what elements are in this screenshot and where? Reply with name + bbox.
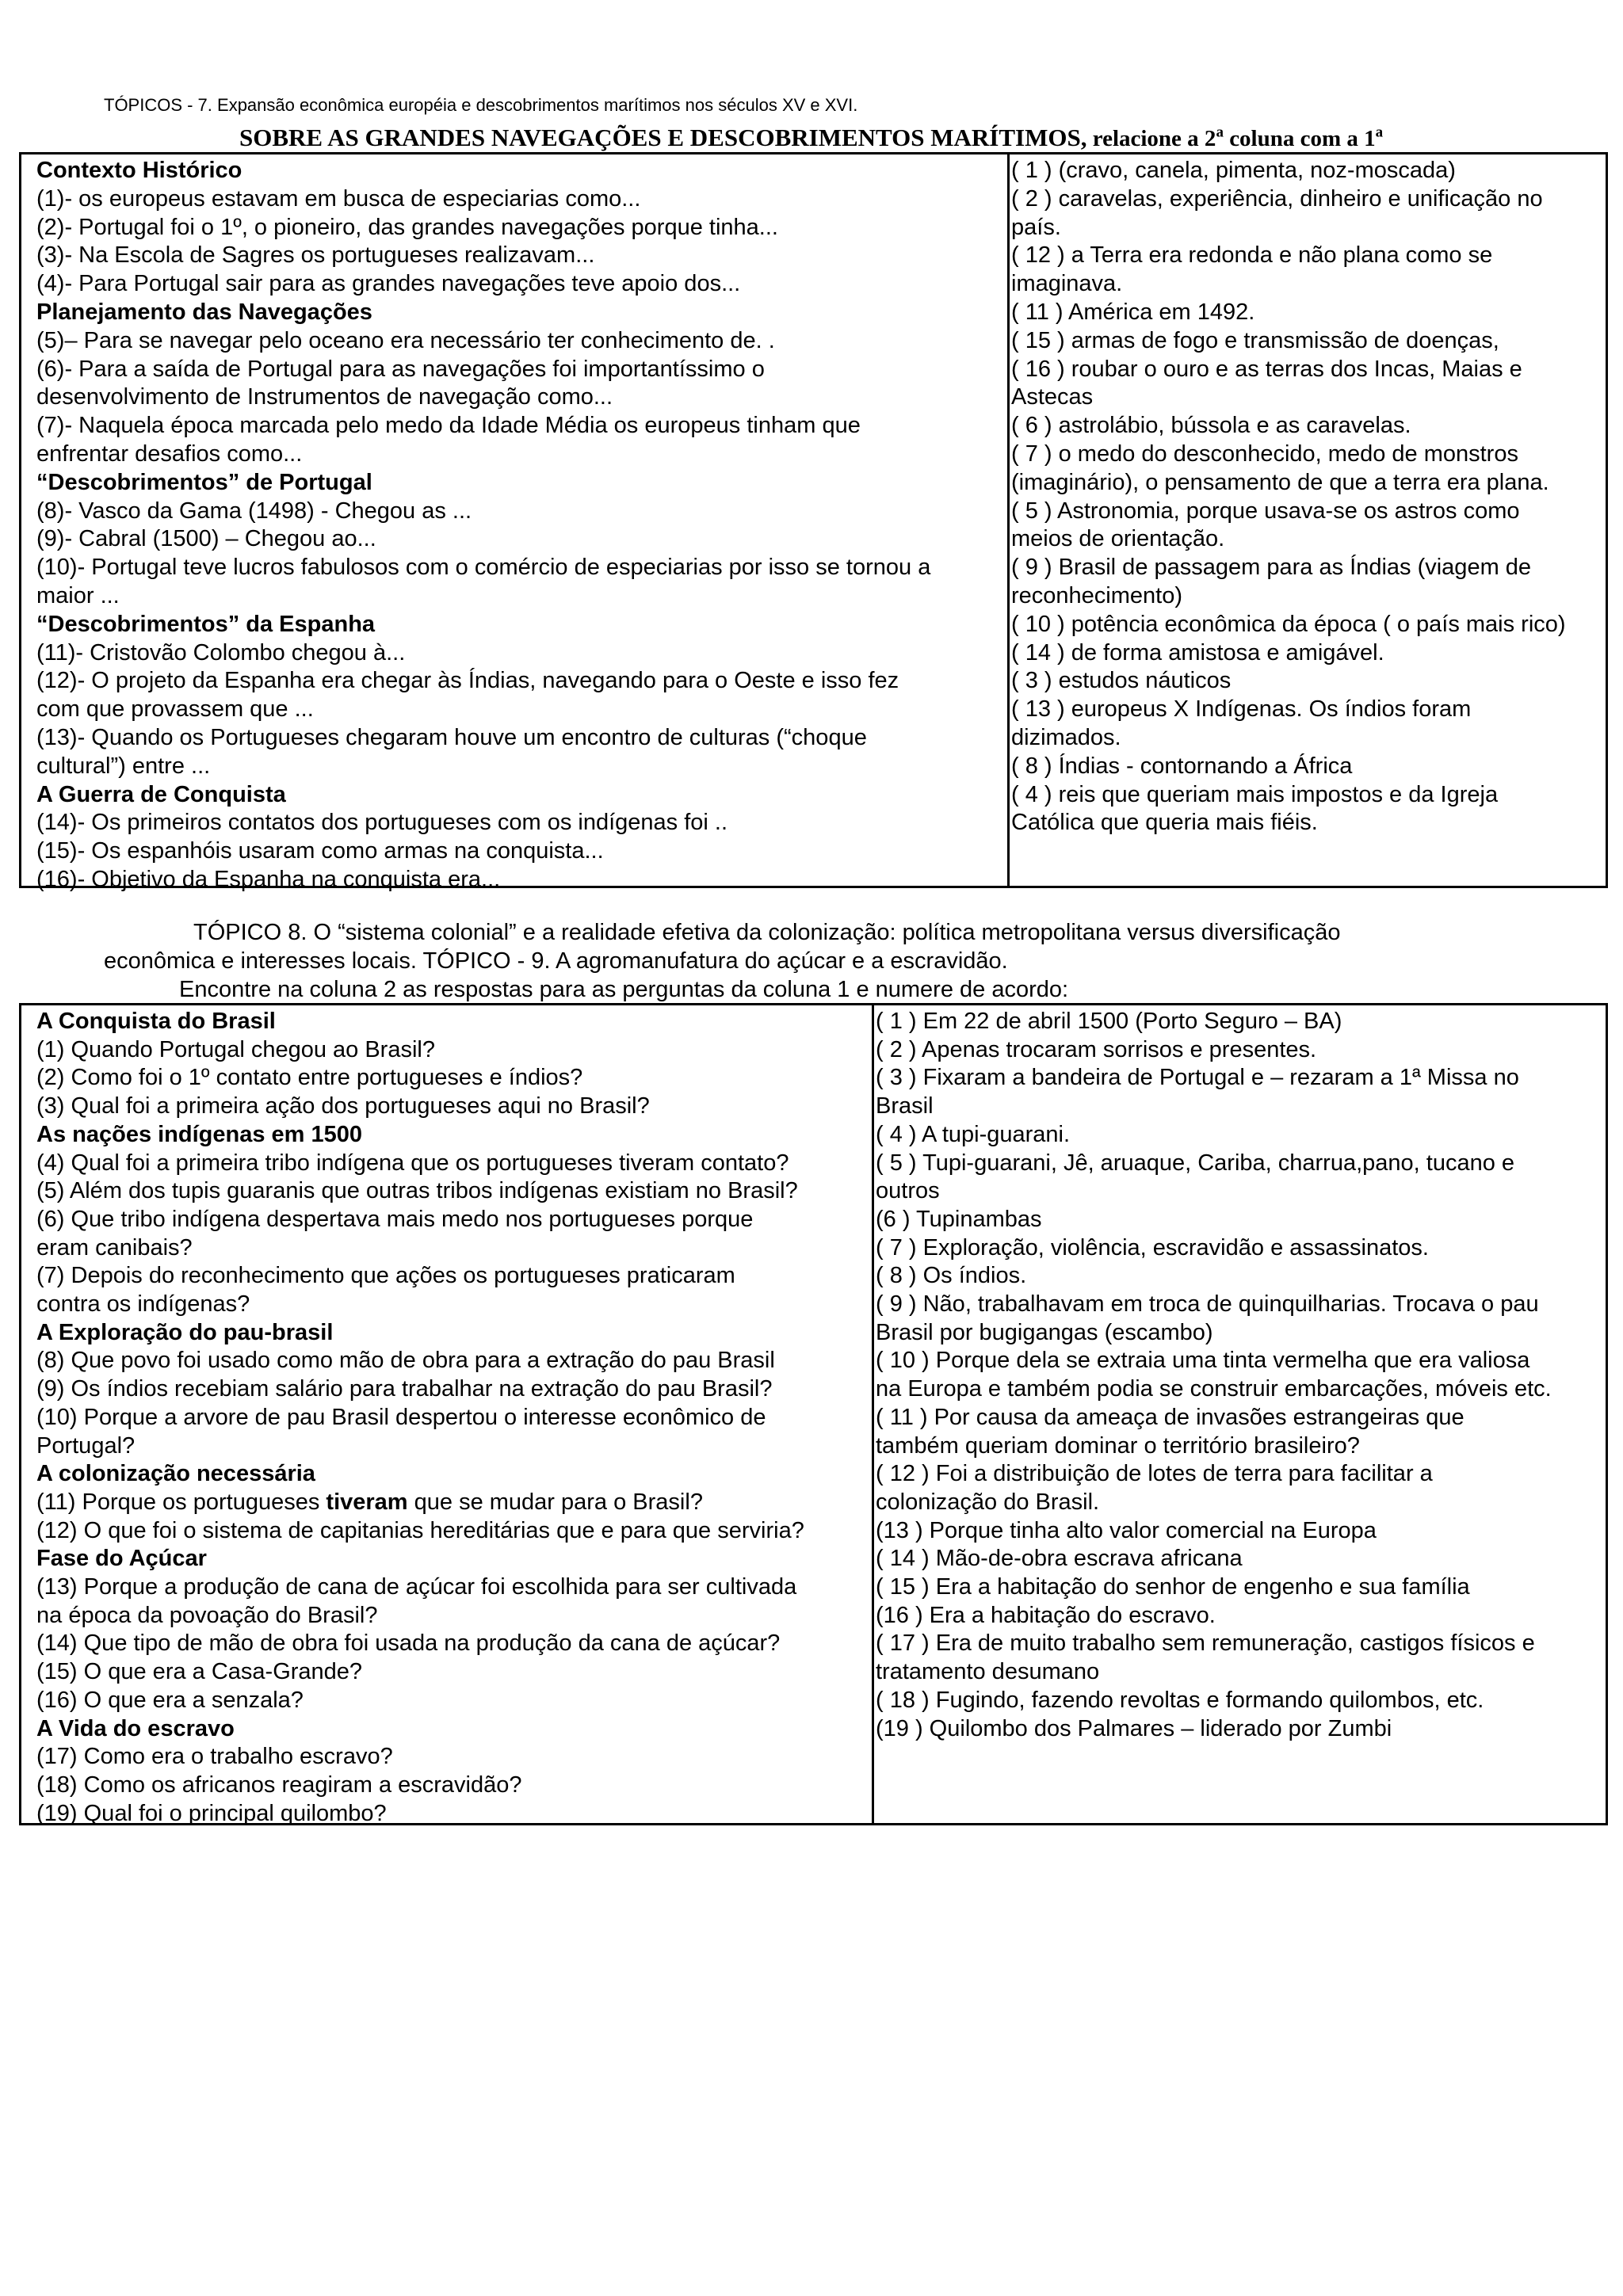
section-heading: Fase do Açúcar [36,1546,207,1572]
section-heading: A Vida do escravo [36,1715,235,1741]
section1-title-rest1: relacione a 2 [1086,126,1216,151]
answer-line: Astecas [1011,384,1094,410]
question-line: (7)- Naquela época marcada pelo medo da Idade Média os europeus tinham que [36,413,861,439]
answer-line: Brasil por bugigangas (escambo) [876,1319,1213,1345]
section-heading: “Descobrimentos” da Espanha [36,611,376,637]
question-line: cultural”) entre ... [36,753,211,779]
answer-line: país. [1011,214,1061,240]
section1-title [239,124,1383,152]
question-line: (8)- Vasco da Gama (1498) - Chegou as ... [36,498,472,524]
answer-line: ( 9 ) Brasil de passagem para as Índias (viagem de [1011,555,1532,581]
answer-line: Católica que queria mais fiéis. [1011,810,1318,836]
question-text-end: que se mudar para o Brasil? [407,1489,703,1515]
section1-questions-column [21,154,1010,892]
question-line: (6) Que tribo indígena despertava mais medo nos portugueses porque [36,1206,754,1232]
answer-line: ( 11 ) Por causa da ameaça de invasões estrangeiras que [876,1404,1465,1430]
answer-line: meios de orientação. [1011,526,1225,552]
question-line: (7) Depois do reconhecimento que ações os portugueses praticaram [36,1263,735,1289]
section-heading: “Descobrimentos” de Portugal [36,469,372,495]
answer-line: ( 5 ) Tupi-guarani, Jê, aruaque, Cariba, charrua,pano, tucano e [876,1150,1515,1176]
answer-line: ( 12 ) Foi a distribuição de lotes de terra para facilitar a [876,1461,1433,1487]
question-line: (10) Porque a arvore de pau Brasil despertou o interesse econômico de [36,1404,766,1430]
question-line: (9) Os índios recebiam salário para trabalhar na extração do pau Brasil? [36,1376,773,1402]
question-line: (9)- Cabral (1500) – Chegou ao... [36,526,376,552]
question-line: (12) O que foi o sistema de capitanias hereditárias que e para que serviria? [36,1517,804,1543]
answer-line: ( 14 ) de forma amistosa e amigável. [1011,639,1384,666]
question-line: com que provassem que ... [36,696,314,723]
question-line: contra os indígenas? [36,1291,250,1318]
section1-table [19,152,1608,892]
answer-line: ( 1 ) Em 22 de abril 1500 (Porto Seguro – BA) [876,1009,1342,1034]
question-line: (17) Como era o trabalho escravo? [36,1744,393,1770]
question-line: maior ... [36,582,120,608]
question-text: (11) Porque os portugueses [36,1489,327,1515]
section1-title-sup1: a [1216,124,1224,141]
topic-8-line-2: econômica e interesses locais. TÓPICO - 9. A agromanufatura do açúcar e a escravidão. [104,948,1008,974]
question-line: (4) Qual foi a primeira tribo indígena que os portugueses tiveram contato? [36,1150,789,1176]
question-line: (3)- Na Escola de Sagres os portugueses realizavam... [36,242,595,269]
question-line: (10)- Portugal teve lucros fabulosos com o comércio de especiarias por isso se tornou a [36,555,931,581]
question-line: (14)- Os primeiros contatos dos portugueses com os indígenas foi .. [36,810,728,836]
answer-line: ( 8 ) Índias - contornando a África [1011,753,1353,779]
question-line: (1)- os europeus estavam em busca de especiarias como... [36,185,641,212]
answer-line: também queriam dominar o território brasileiro? [876,1432,1360,1459]
question-line: (15)- Os espanhóis usaram como armas na conquista... [36,838,604,864]
section2-questions-column [21,1005,874,1826]
emphasized-word: tiveram [326,1489,408,1515]
answer-line: Brasil [876,1093,934,1119]
answer-line: ( 2 ) Apenas trocaram sorrisos e presentes. [876,1036,1317,1062]
answer-line: ( 8 ) Os índios. [876,1263,1027,1289]
section1-title-sup2: a [1375,124,1384,141]
question-line: (2) Como foi o 1º contato entre portugueses e índios? [36,1065,583,1091]
answer-line: ( 17 ) Era de muito trabalho sem remuneração, castigos físicos e [876,1630,1535,1657]
question-line: eram canibais? [36,1234,193,1261]
question-line: desenvolvimento de Instrumentos de navegação como... [36,384,613,410]
question-line: (15) O que era a Casa-Grande? [36,1659,363,1685]
question-line: na época da povoação do Brasil? [36,1602,378,1628]
answer-line: ( 10 ) Porque dela se extraia uma tinta vermelha que era valiosa [876,1348,1530,1374]
question-line: (19) Qual foi o principal quilombo? [36,1800,387,1826]
question-line: (11)- Cristovão Colombo chegou à... [36,639,406,666]
section-heading: As nações indígenas em 1500 [36,1121,363,1147]
answer-line: ( 6 ) astrolábio, bússola e as caravelas. [1011,413,1411,439]
question-line: (14) Que tipo de mão de obra foi usada na produção da cana de açúcar? [36,1630,781,1657]
question-line: (13)- Quando os Portugueses chegaram houve um encontro de culturas (“choque [36,724,867,750]
answer-line: ( 2 ) caravelas, experiência, dinheiro e unificação no [1011,185,1543,212]
section-heading: A Conquista do Brasil [36,1009,276,1034]
answer-line: (6 ) Tupinambas [876,1206,1042,1232]
topic-7-line: TÓPICOS - 7. Expansão econômica européia e descobrimentos marítimos nos séculos XV e XVI. [104,95,858,115]
section1-title-rest2: coluna com a 1 [1223,126,1376,151]
question-line: (5) Além dos tupis guaranis que outras tribos indígenas existiam no Brasil? [36,1178,798,1204]
question-line [36,1489,872,1517]
answer-line: (imaginário), o pensamento de que a terra era plana. [1011,469,1549,495]
answer-line: ( 14 ) Mão-de-obra escrava africana [876,1546,1243,1572]
section1-title-main: SOBRE AS GRANDES NAVEGAÇÕES E DESCOBRIMENTOS MARÍTIMOS, [239,124,1087,151]
answer-line: (13 ) Porque tinha alto valor comercial na Europa [876,1517,1377,1543]
question-line: (16) O que era a senzala? [36,1687,304,1713]
answer-line: ( 9 ) Não, trabalhavam em troca de quinquilharias. Trocava o pau [876,1291,1539,1318]
answer-line: ( 5 ) Astronomia, porque usava-se os astros como [1011,498,1520,524]
answer-line: ( 15 ) armas de fogo e transmissão de doenças, [1011,327,1499,353]
section2-table [19,1003,1608,1825]
answer-line: ( 7 ) o medo do desconhecido, medo de monstros [1011,441,1518,467]
section-heading: Planejamento das Navegações [36,299,372,325]
answer-line: tratamento desumano [876,1659,1100,1685]
answer-line: ( 1 ) (cravo, canela, pimenta, noz-moscada) [1011,158,1456,183]
answer-line: ( 7 ) Exploração, violência, escravidão e assassinatos. [876,1234,1429,1261]
answer-line: imaginava. [1011,271,1123,297]
section1-answers-column [1010,154,1606,886]
answer-line: ( 13 ) europeus X Indígenas. Os índios foram [1011,696,1472,723]
question-line: (2)- Portugal foi o 1º, o pioneiro, das grandes navegações porque tinha... [36,214,778,240]
answer-line: ( 3 ) Fixaram a bandeira de Portugal e – rezaram a 1ª Missa no [876,1065,1519,1091]
answer-line: dizimados. [1011,724,1121,750]
answer-line: (19 ) Quilombo dos Palmares – liderado por Zumbi [876,1715,1392,1741]
section-heading: Contexto Histórico [36,158,242,183]
question-line: (6)- Para a saída de Portugal para as navegações foi importantíssimo o [36,356,765,382]
answer-line: ( 10 ) potência econômica da época ( o país mais rico) [1011,611,1566,637]
question-line: (13) Porque a produção de cana de açúcar foi escolhida para ser cultivada [36,1574,797,1600]
question-line: Portugal? [36,1432,136,1459]
answer-line: outros [876,1178,940,1204]
answer-line: colonização do Brasil. [876,1489,1100,1515]
answer-line: ( 16 ) roubar o ouro e as terras dos Incas, Maias e [1011,356,1522,382]
question-line: (8) Que povo foi usado como mão de obra para a extração do pau Brasil [36,1348,775,1374]
section2-answers-column [874,1005,1606,1823]
section-heading: A colonização necessária [36,1461,315,1487]
section2-instruction: Encontre na coluna 2 as respostas para as perguntas da coluna 1 e numere de acordo: [179,977,1069,1002]
question-line: enfrentar desafios como... [36,441,303,467]
answer-line: ( 4 ) reis que queriam mais impostos e da Igreja [1011,781,1499,807]
question-line: (12)- O projeto da Espanha era chegar às Índias, navegando para o Oeste e isso fez [36,668,899,694]
answer-line: ( 11 ) América em 1492. [1011,299,1255,325]
answer-line: na Europa e também podia se construir embarcações, móveis etc. [876,1376,1552,1402]
question-line: (3) Qual foi a primeira ação dos portugueses aqui no Brasil? [36,1093,650,1119]
answer-line: ( 3 ) estudos náuticos [1011,668,1232,694]
answer-line: ( 4 ) A tupi-guarani. [876,1121,1071,1147]
answer-line: ( 12 ) a Terra era redonda e não plana como se [1011,242,1493,269]
answer-line: ( 15 ) Era a habitação do senhor de engenho e sua família [876,1574,1470,1600]
section-heading: A Exploração do pau-brasil [36,1319,334,1345]
question-line: (16)- Objetivo da Espanha na conquista era... [36,866,501,892]
answer-line: ( 18 ) Fugindo, fazendo revoltas e formando quilombos, etc. [876,1687,1484,1713]
answer-line: (16 ) Era a habitação do escravo. [876,1602,1216,1628]
answer-line: reconhecimento) [1011,582,1182,608]
topic-8-line-1: TÓPICO 8. O “sistema colonial” e a realidade efetiva da colonização: política metropolitana versus diversificação [193,920,1341,945]
question-line: (4)- Para Portugal sair para as grandes navegações teve apoio dos... [36,271,741,297]
section-heading: A Guerra de Conquista [36,781,286,807]
question-line: (5)– Para se navegar pelo oceano era necessário ter conhecimento de. . [36,327,775,353]
question-line: (1) Quando Portugal chegou ao Brasil? [36,1036,435,1062]
question-line: (18) Como os africanos reagiram a escravidão? [36,1772,522,1798]
